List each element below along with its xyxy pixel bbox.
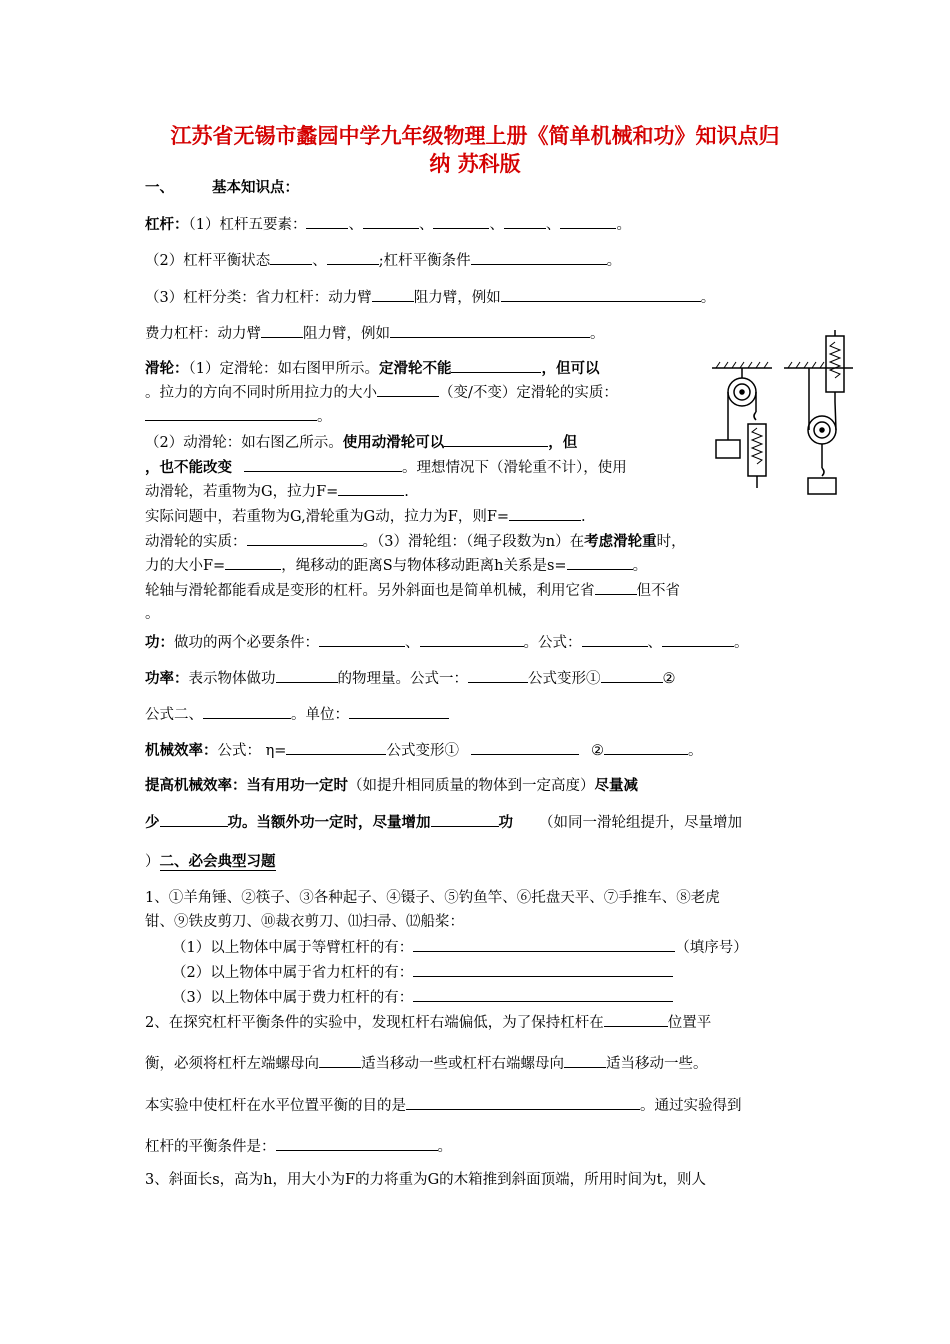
- pulley-text: 力的大小F=: [145, 558, 226, 574]
- punct: 。: [632, 558, 648, 574]
- blank[interactable]: [560, 214, 616, 229]
- punct: 、: [348, 217, 363, 233]
- q2-text: 适当移动一些或杠杆右端螺母向: [361, 1056, 564, 1072]
- blank[interactable]: [319, 1053, 361, 1068]
- q2-text: 。通过实验得到: [640, 1098, 742, 1114]
- pulley-text: 动滑轮的实质：: [145, 534, 247, 550]
- punct: 。: [734, 635, 749, 651]
- blank[interactable]: [363, 214, 419, 229]
- blank[interactable]: [145, 406, 317, 421]
- blank[interactable]: [444, 432, 548, 447]
- pulley-text: 时，: [656, 534, 686, 550]
- blank[interactable]: [420, 632, 524, 647]
- q2-line-2: [145, 1053, 708, 1074]
- pulley-text: ，绳移动的距离S与物体移动距离h关系是s=: [281, 558, 567, 574]
- blank[interactable]: [390, 323, 590, 338]
- pulley-text: 轮轴与滑轮都能看成是变形的杠杆。另外斜面也是简单机械，利用它省: [145, 583, 595, 599]
- section-title: 基本知识点：: [212, 179, 299, 196]
- q1-sub-3: [172, 987, 673, 1008]
- q2-text: 衡，必须将杠杆左端螺母向: [145, 1056, 319, 1072]
- q2-text: 适当移动一些。: [606, 1056, 708, 1072]
- pulley-text: 。理想情况下（滑轮重不计），使用: [402, 460, 627, 476]
- improve-line-3: [145, 852, 276, 872]
- blank[interactable]: [372, 287, 414, 302]
- blank[interactable]: [413, 987, 673, 1002]
- improve-text: 提高机械效率：当有用功一定时: [145, 777, 348, 794]
- blank[interactable]: [261, 323, 303, 338]
- pulley-line-4: [145, 432, 577, 453]
- lever-text: 阻力臂，例如: [303, 326, 390, 342]
- punct: 。: [590, 326, 605, 342]
- power-line-2: [145, 704, 449, 725]
- lever-text: （1）杠杆五要素：: [188, 217, 307, 233]
- pulley-text: 但不省: [636, 583, 680, 599]
- blank[interactable]: [286, 740, 386, 755]
- pulley-line-8: [145, 531, 686, 552]
- blank[interactable]: [338, 481, 404, 496]
- pulley-line-9: [145, 555, 647, 576]
- section-number: 一、: [145, 179, 174, 196]
- pulley-text: ，但可以: [541, 360, 600, 377]
- lever-line-4: [145, 323, 605, 344]
- punct: 。: [606, 253, 622, 269]
- pulley-line-6: [145, 481, 409, 502]
- power-text: 表示物体做功: [188, 671, 276, 687]
- blank[interactable]: [451, 358, 541, 373]
- improve-text: ）: [145, 854, 160, 870]
- q1-text: （1）以上物体中属于等臂杠杆的有：: [172, 940, 414, 956]
- pulley-text: 考虑滑轮重: [584, 533, 657, 550]
- pulley-diagram: [708, 330, 858, 500]
- blank[interactable]: [247, 531, 363, 546]
- pulley-text: （变/不变）定滑轮的实质：: [439, 385, 618, 401]
- improve-text: （如同一滑轮组提升，尽量增加: [539, 815, 742, 831]
- pulley-text: 。（3）滑轮组：（绳子段数为n）在: [362, 534, 585, 550]
- blank[interactable]: [471, 250, 607, 265]
- pulley-line-7: [145, 506, 586, 527]
- q2-line-1: [145, 1012, 711, 1033]
- punct: 、: [418, 217, 434, 233]
- blank[interactable]: [244, 457, 402, 472]
- improve-line-1: [145, 776, 638, 796]
- q2-text: 位置平: [667, 1015, 712, 1031]
- efficiency-text: ②: [590, 743, 604, 759]
- power-label: 功率：: [145, 670, 189, 687]
- punct: 。: [616, 217, 631, 233]
- section-2-heading: 二、必会典型习题: [159, 853, 276, 870]
- improve-text: 功: [498, 814, 513, 831]
- power-text: 公式变形①: [528, 671, 601, 687]
- q2-line-4: [145, 1136, 452, 1157]
- pulley-line-3: [145, 406, 332, 427]
- blank[interactable]: [431, 812, 499, 827]
- q2-text: 。: [437, 1139, 452, 1155]
- section-1-heading: [145, 178, 299, 198]
- blank[interactable]: [377, 382, 439, 397]
- efficiency-text: 公式变形①: [386, 743, 459, 759]
- pulley-text: 实际问题中，若重物为G,滑轮重为G动，拉力为F，则F=: [145, 509, 510, 525]
- improve-text: （如提升相同质量的物体到一定高度）: [348, 778, 595, 794]
- blank[interactable]: [564, 1053, 606, 1068]
- pulley-text: ，但: [548, 434, 578, 451]
- power-text: 。单位：: [291, 707, 349, 723]
- lever-line-2: [145, 250, 621, 271]
- power-text: 的物理量。公式一：: [337, 671, 468, 687]
- blank[interactable]: [509, 506, 581, 521]
- q1-text: （2）以上物体中属于省力杠杆的有：: [172, 965, 414, 981]
- efficiency-label: 机械效率：: [145, 742, 218, 759]
- punct: .: [581, 509, 586, 525]
- work-line: [145, 632, 749, 653]
- blank[interactable]: [582, 632, 648, 647]
- blank[interactable]: [501, 287, 701, 302]
- work-text: 。公式：: [523, 635, 582, 651]
- pulley-text: 使用动滑轮可以: [342, 434, 445, 451]
- q2-text: 杠杆的平衡条件是：: [145, 1139, 276, 1155]
- efficiency-text: 公式： η=: [217, 743, 287, 759]
- lever-text: 费力杠杆：动力臂: [145, 326, 261, 342]
- pulley-text: 。拉力的方向不同时所用拉力的大小: [145, 385, 377, 401]
- punct: 。: [687, 743, 703, 759]
- pulley-text: ，也不能改变: [145, 459, 232, 476]
- q1-text: （3）以上物体中属于费力杠杆的有：: [172, 990, 414, 1006]
- q1-text: （填序号）: [675, 940, 748, 956]
- blank[interactable]: [433, 214, 489, 229]
- punct: 、: [405, 635, 420, 651]
- lever-text: 阻力臂，例如: [413, 290, 501, 306]
- q1-line-2: 钳、⑨铁皮剪刀、⑩裁衣剪刀、⑾扫帚、⑿船桨：: [145, 914, 464, 930]
- lever-text: （3）杠杆分类：省力杠杆：动力臂: [145, 290, 372, 306]
- blank[interactable]: [327, 250, 379, 265]
- blank[interactable]: [306, 214, 348, 229]
- pulley-text: （2）动滑轮：如右图乙所示。: [145, 435, 343, 451]
- blank[interactable]: [413, 962, 673, 977]
- blank[interactable]: [270, 250, 312, 265]
- blank[interactable]: [604, 740, 688, 755]
- punct: 。: [700, 290, 716, 306]
- improve-text: 少: [145, 814, 160, 831]
- blank[interactable]: [567, 555, 633, 570]
- pulley-line-5: [145, 457, 627, 478]
- title-line-2: 纳 苏科版: [429, 151, 521, 176]
- work-text: 做功的两个必要条件：: [174, 635, 319, 651]
- work-label: 功：: [145, 634, 174, 651]
- blank[interactable]: [595, 580, 637, 595]
- blank[interactable]: [413, 937, 675, 952]
- q1-sub-2: [172, 962, 673, 983]
- q1-sub-1: [172, 937, 748, 958]
- improve-text: 功。当额外功一定时，尽量增加: [227, 814, 431, 831]
- blank[interactable]: [276, 668, 338, 683]
- blank[interactable]: [662, 632, 734, 647]
- punct: 、: [312, 253, 327, 269]
- blank[interactable]: [468, 668, 528, 683]
- power-text: ②: [662, 671, 676, 687]
- blank[interactable]: [276, 1136, 438, 1151]
- q1-line-1: 1、①羊角锤、②筷子、③各种起子、④镊子、⑤钓鱼竿、⑥托盘天平、⑦手推车、⑧老虎: [145, 890, 720, 906]
- efficiency-line: [145, 740, 702, 761]
- blank[interactable]: [604, 1012, 668, 1027]
- pulley-line-11: 。: [145, 606, 160, 622]
- pulley-line-2: [145, 382, 618, 403]
- blank[interactable]: [504, 214, 546, 229]
- blank[interactable]: [319, 632, 405, 647]
- lever-label: 杠杆：: [145, 216, 189, 233]
- document-title: [140, 122, 810, 178]
- q3-line-1: 3、斜面长s，高为h，用大小为F的力将重为G的木箱推到斜面顶端，所用时间为t，则人: [145, 1172, 706, 1188]
- punct: 、: [489, 217, 504, 233]
- pulley-line-1: [145, 358, 599, 379]
- blank[interactable]: [601, 668, 663, 683]
- pulley-text: （1）定滑轮：如右图甲所示。: [188, 361, 379, 377]
- q2-text: 本实验中使杠杆在水平位置平衡的目的是: [145, 1098, 406, 1114]
- lever-line-1: [145, 214, 631, 235]
- blank[interactable]: [225, 555, 281, 570]
- pulley-label: 滑轮：: [145, 360, 189, 377]
- pulley-line-10: [145, 580, 680, 601]
- power-text: 公式二、: [145, 707, 203, 723]
- lever-text: （2）杠杆平衡状态: [145, 253, 271, 269]
- improve-text: 尽量减: [594, 777, 638, 794]
- blank[interactable]: [471, 740, 579, 755]
- pulley-text: 定滑轮不能: [378, 360, 452, 377]
- improve-line-2: [145, 812, 742, 833]
- q2-line-3: [145, 1095, 742, 1116]
- punct: 。: [317, 409, 332, 425]
- blank[interactable]: [160, 812, 228, 827]
- lever-text: ;杠杆平衡条件: [378, 253, 471, 269]
- q2-text: 2、在探究杠杆平衡条件的实验中，发现杠杆右端偏低，为了保持杠杆在: [145, 1015, 604, 1031]
- punct: .: [404, 484, 409, 500]
- punct: 、: [647, 635, 662, 651]
- pulley-text: 动滑轮，若重物为G，拉力F=: [145, 484, 339, 500]
- power-line-1: [145, 668, 676, 689]
- lever-line-3: [145, 287, 715, 308]
- blank[interactable]: [203, 704, 291, 719]
- title-line-1: 江苏省无锡市蠡园中学九年级物理上册《简单机械和功》知识点归: [170, 123, 780, 148]
- punct: 、: [545, 217, 561, 233]
- blank[interactable]: [406, 1095, 640, 1110]
- blank[interactable]: [349, 704, 449, 719]
